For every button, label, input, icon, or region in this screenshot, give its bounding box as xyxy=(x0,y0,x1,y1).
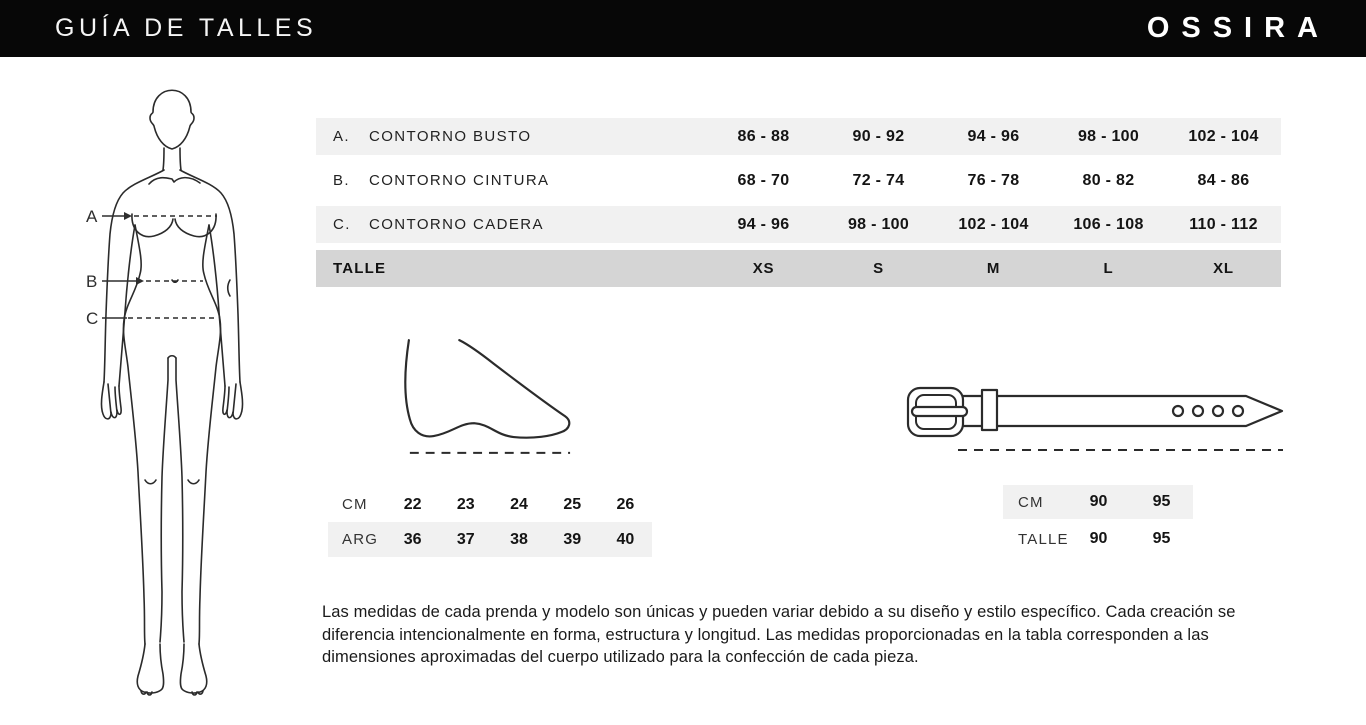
size-cell: XL xyxy=(1213,260,1234,277)
table-row-talle xyxy=(316,250,1281,287)
body-measure-figure xyxy=(60,62,300,722)
row-letter: B. xyxy=(333,172,350,189)
cell-value: 86 - 88 xyxy=(737,127,790,145)
row-label: TALLE xyxy=(333,260,387,277)
table-row-busto xyxy=(316,118,1281,155)
cell-value: 40 xyxy=(616,530,635,548)
row-letter: C. xyxy=(333,216,351,233)
row-label: CM xyxy=(1018,493,1044,511)
row-label: CONTORNO CADERA xyxy=(369,216,544,233)
cell-value: 25 xyxy=(563,495,582,513)
shoe-row-cm xyxy=(328,487,652,522)
marker-c-label: C xyxy=(86,309,100,328)
header-bar xyxy=(0,0,1366,57)
row-label: CONTORNO CINTURA xyxy=(369,172,550,189)
size-cell: S xyxy=(873,260,884,277)
shoe-row-arg xyxy=(328,522,652,557)
cell-value: 26 xyxy=(616,495,635,513)
disclaimer-text: Las medidas de cada prenda y modelo son únicas y pueden variar debido a su diseño y estilo específico. Cada creación se diferencia intencionalmente en forma, estructura y longitud. Las medidas proporcionadas en la tabla corresponden a las dimensiones aproximadas del cuerpo utilizado para la confección de cada pieza. xyxy=(322,603,1236,666)
foot-figure xyxy=(398,336,576,460)
row-label: ARG xyxy=(342,531,379,548)
cell-value: 80 - 82 xyxy=(1082,171,1135,189)
cell-value: 72 - 74 xyxy=(852,171,905,189)
cell-value: 94 - 96 xyxy=(967,127,1020,145)
foot-icon xyxy=(398,336,576,460)
row-label: CM xyxy=(342,496,368,513)
brand-logo[interactable]: OSSIRA xyxy=(1146,12,1330,44)
belt-size-table xyxy=(1003,485,1193,559)
cell-value: 84 - 86 xyxy=(1197,171,1250,189)
page-title: GUÍA DE TALLES xyxy=(55,14,318,42)
cell-value: 106 - 108 xyxy=(1073,215,1144,233)
belt-icon xyxy=(900,380,1285,455)
shoe-size-table xyxy=(328,487,652,557)
cell-value: 95 xyxy=(1152,493,1171,510)
cell-value: 102 - 104 xyxy=(1188,127,1259,145)
cell-value: 94 - 96 xyxy=(737,215,790,233)
marker-a-label: A xyxy=(86,207,99,226)
cell-value: 110 - 112 xyxy=(1189,215,1258,233)
cell-value: 90 xyxy=(1089,493,1108,510)
marker-b-label: B xyxy=(86,272,99,291)
table-row-cintura xyxy=(316,162,1281,199)
cell-value: 23 xyxy=(456,495,475,513)
size-cell: M xyxy=(986,260,1001,277)
size-table xyxy=(316,118,1281,287)
cell-value: 98 - 100 xyxy=(847,215,910,233)
cell-value: 38 xyxy=(510,530,528,548)
cell-value: 22 xyxy=(403,495,422,513)
cell-value: 36 xyxy=(403,530,422,548)
size-cell: L xyxy=(1103,260,1114,277)
cell-value: 95 xyxy=(1152,530,1171,547)
cell-value: 37 xyxy=(456,530,475,548)
belt-row-cm xyxy=(1003,485,1193,519)
cell-value: 24 xyxy=(510,495,528,513)
table-row-cadera xyxy=(316,206,1281,243)
cell-value: 76 - 78 xyxy=(967,171,1020,189)
cell-value: 39 xyxy=(563,530,582,548)
size-cell: XS xyxy=(752,260,775,277)
cell-value: 90 xyxy=(1089,530,1108,547)
row-label: TALLE xyxy=(1018,530,1069,548)
cell-value: 90 - 92 xyxy=(852,127,905,145)
female-silhouette-icon xyxy=(60,62,300,722)
belt-figure xyxy=(900,380,1285,455)
row-label: CONTORNO BUSTO xyxy=(369,128,532,145)
cell-value: 98 - 100 xyxy=(1077,127,1140,145)
belt-row-talle xyxy=(1003,522,1193,556)
cell-value: 102 - 104 xyxy=(958,215,1029,233)
row-letter: A. xyxy=(333,128,350,145)
cell-value: 68 - 70 xyxy=(737,171,790,189)
